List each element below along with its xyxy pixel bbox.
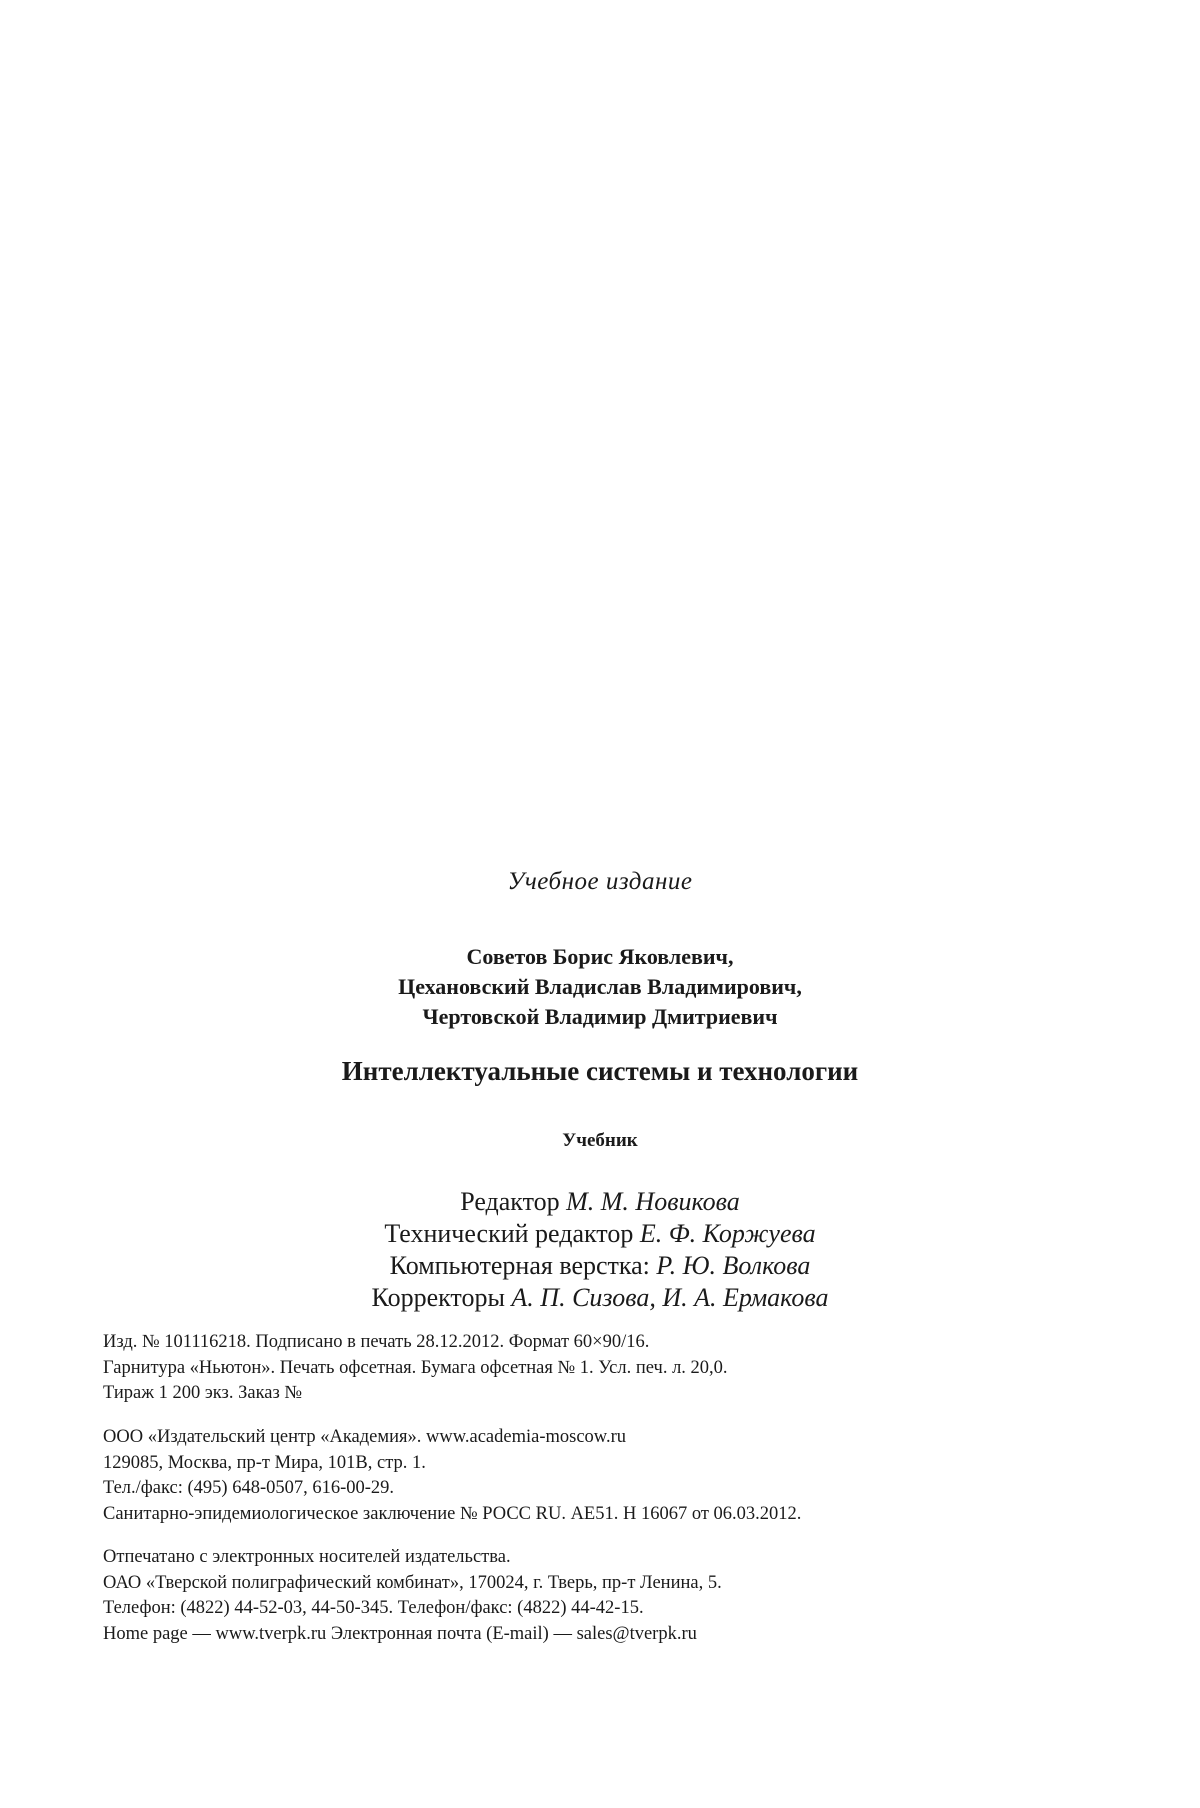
credit-role: Корректоры: [371, 1283, 505, 1312]
author-name: Советов Борис Яковлевич,: [466, 944, 734, 969]
book-title: Интеллектуальные системы и технологии: [341, 1056, 859, 1086]
print-info-line: Изд. № 101116218. Подписано в печать 28.12.2012. Формат 60×90/16.: [103, 1332, 650, 1352]
credit-name: Р. Ю. Волкова: [656, 1251, 811, 1280]
printer-info-block: [103, 1545, 1103, 1647]
printer-info-line: Телефон: (4822) 44-52-03, 44-50-345. Телефон/факс: (4822) 44-42-15.: [103, 1598, 644, 1618]
credit-line: [0, 1218, 1200, 1250]
credit-role: Компьютерная верстка:: [389, 1251, 650, 1280]
credit-role: Технический редактор: [384, 1219, 634, 1248]
credits-block: [0, 1186, 1200, 1314]
authors-block: [0, 942, 1200, 1032]
credit-name: А. П. Сизова, И. А. Ермакова: [511, 1283, 829, 1312]
book-type: Учебник: [562, 1130, 638, 1151]
edition-type: Учебное издание: [507, 868, 693, 895]
author-name: Чертовской Владимир Дмитриевич: [422, 1004, 778, 1029]
printer-info-line: Home page — www.tverpk.ru Электронная почта (E-mail) — sales@tverpk.ru: [103, 1623, 697, 1644]
printer-info-line: ОАО «Тверской полиграфический комбинат», 170024, г. Тверь, пр-т Ленина, 5.: [103, 1572, 722, 1593]
publisher-info-line: ООО «Издательский центр «Академия». www.academia-moscow.ru: [103, 1427, 626, 1447]
print-info-block: [103, 1330, 1103, 1407]
author-name: Цехановский Владислав Владимирович,: [398, 974, 802, 999]
credit-line: [0, 1250, 1200, 1282]
print-info-line: Гарнитура «Ньютон». Печать офсетная. Бумага офсетная № 1. Усл. печ. л. 20,0.: [103, 1357, 728, 1378]
publisher-info-block: [103, 1425, 1103, 1527]
publisher-info-line: 129085, Москва, пр-т Мира, 101В, стр. 1.: [103, 1452, 426, 1473]
printer-info-line: Отпечатано с электронных носителей издательства.: [103, 1547, 511, 1567]
publisher-info-line: Санитарно-эпидемиологическое заключение № РОСС RU. АЕ51. Н 16067 от 06.03.2012.: [103, 1503, 802, 1524]
credit-line: [0, 1186, 1200, 1218]
credit-name: Е. Ф. Коржуева: [639, 1219, 816, 1248]
credit-role: Редактор: [460, 1187, 560, 1216]
credit-name: М. М. Новикова: [566, 1187, 740, 1216]
print-info-line: Тираж 1 200 экз. Заказ №: [103, 1383, 303, 1403]
credit-line: [0, 1282, 1200, 1314]
publisher-info-line: Тел./факс: (495) 648-0507, 616-00-29.: [103, 1478, 395, 1498]
